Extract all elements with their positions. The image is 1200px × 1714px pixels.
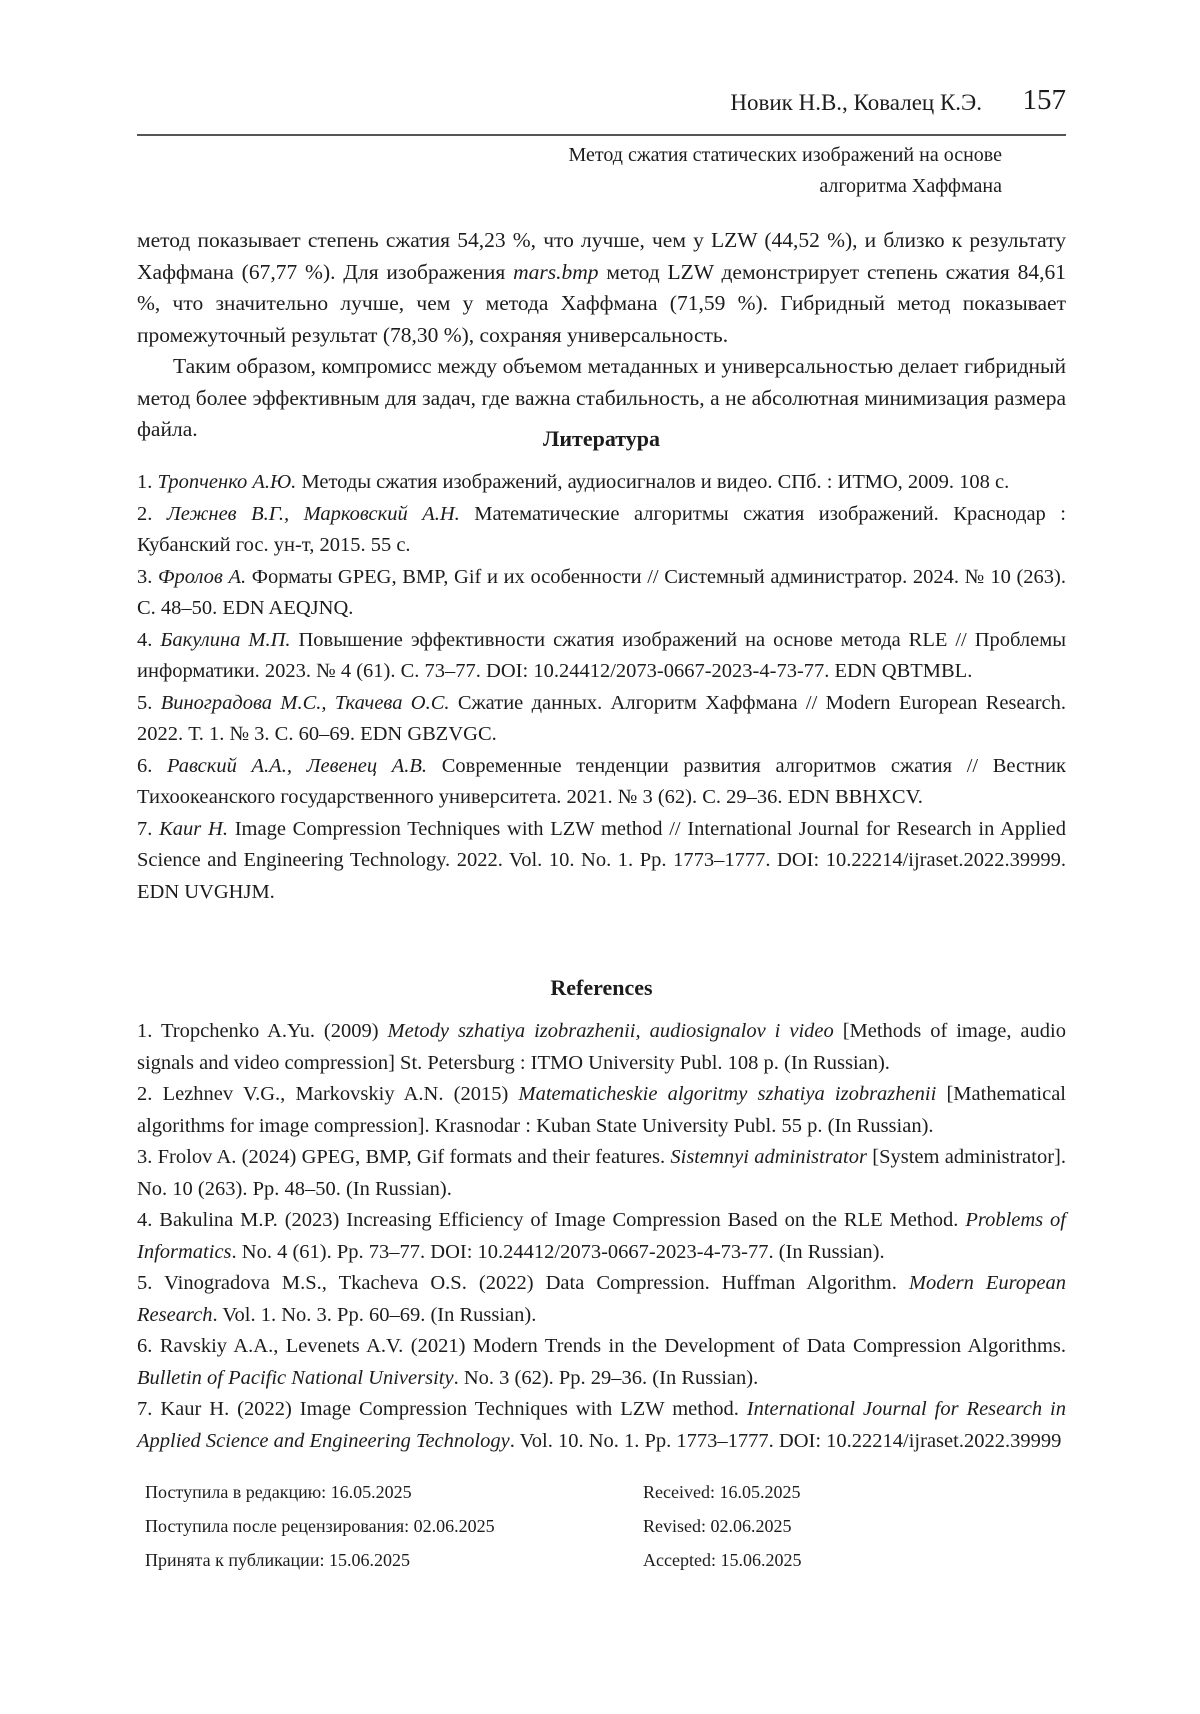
date-revised-ru: Поступила после рецензирования: 02.06.2025 <box>145 1516 495 1536</box>
literature-item: 1. Тропченко А.Ю. Методы сжатия изображений, аудиосигналов и видео. СПб. : ИТМО, 2009. 108 с. <box>137 471 1010 493</box>
date-received-ru: Поступила в редакцию: 16.05.2025 <box>145 1482 412 1502</box>
reference-item: 5. Vinogradova M.S., Tkacheva O.S. (2022) Data Compression. Huffman Algorithm. Modern European Research. Vol. 1. No. 3. Pp. 60–69. (In Russian). <box>137 1272 1066 1326</box>
literature-item: 7. Kaur H. Image Compression Techniques with LZW method // International Journal for Research in Applied Science and Engineering Technology. 2022. Vol. 10. No. 1. Pp. 1773–1777. DOI: 10.22214/ijraset.2022.39999. EDN UVGHJM. <box>137 817 1066 903</box>
literature-heading: Литература <box>542 426 661 451</box>
body-paragraph: Таким образом, компромисс между объемом метаданных и универсальностью делает гибридный метод более эффективным для задач, где важна стабильность, а не абсолютная минимизация размера файла. <box>137 354 1066 441</box>
dates-ru <box>145 1475 495 1577</box>
literature-item: 6. Равский А.А., Левенец А.В. Современные тенденции развития алгоритмов сжатия // Вестник Тихоокеанского государственного университета. 2021. № 3 (62). С. 29–36. EDN BBHXCV. <box>137 754 1066 808</box>
literature-item: 5. Виноградова М.С., Ткачева О.С. Сжатие данных. Алгоритм Хаффмана // Modern European Research. 2022. Т. 1. № 3. С. 60–69. EDN GBZVGC. <box>137 691 1067 745</box>
references-heading: References <box>550 975 653 1000</box>
date-received-en: Received: 16.05.2025 <box>643 1482 801 1502</box>
literature-list <box>137 467 1066 908</box>
literature-item: 2. Лежнев В.Г., Марковский А.Н. Математические алгоритмы сжатия изображений. Краснодар : Кубанский гос. ун-т, 2015. 55 с. <box>137 502 1066 556</box>
references-list <box>137 1016 1066 1457</box>
filename: mars.bmp <box>513 259 599 284</box>
reference-item: 6. Ravskiy A.A., Levenets A.V. (2021) Modern Trends in the Development of Data Compression Algorithms. Bulletin of Pacific National University. No. 3 (62). Pp. 29–36. (In Russian). <box>137 1335 1066 1389</box>
reference-item: 1. Tropchenko A.Yu. (2009) Metody szhatiya izobrazhenii, audiosignalov i video [Methods of image, audio signals and video compression] St. Petersburg : ITMO University Publ. 108 p. (In Russian). <box>137 1020 1066 1074</box>
reference-item: 4. Bakulina M.P. (2023) Increasing Efficiency of Image Compression Based on the RLE Method. Problems of Informatics. No. 4 (61). Pp. 73–77. DOI: 10.24412/2073-0667-2023-4-73-77. (In Russian). <box>137 1209 1067 1263</box>
reference-item: 7. Kaur H. (2022) Image Compression Techniques with LZW method. International Journal for Research in Applied Science and Engineering Technology. Vol. 10. No. 1. Pp. 1773–1777. DOI: 10.22214/ijraset.2022.39999 <box>137 1398 1066 1452</box>
literature-item: 4. Бакулина М.П. Повышение эффективности сжатия изображений на основе метода RLE // Проблемы информатики. 2023. № 4 (61). С. 73–77. DOI: 10.24412/2073-0667-2023-4-73-77. EDN QBTMBL. <box>137 628 1066 682</box>
page-number: 157 <box>1022 84 1066 116</box>
date-revised-en: Revised: 02.06.2025 <box>643 1516 792 1536</box>
date-accepted-ru: Принята к публикации: 15.06.2025 <box>145 1550 410 1570</box>
running-header <box>137 86 1066 136</box>
header-title-line: Метод сжатия статических изображений на основе <box>568 144 1002 166</box>
reference-item: 2. Lezhnev V.G., Markovskiy A.N. (2015) Matematicheskie algoritmy szhatiya izobrazhenii [Mathematical algorithms for image compression]. Krasnodar : Kuban State University Publ. 55 p. (In Russian). <box>137 1083 1067 1137</box>
body-paragraph: метод показывает степень сжатия 54,23 %, что лучше, чем у LZW (44,52 %), и близко к результату Хаффмана (67,77 %). Для изображения mars.bmp метод LZW демонстрирует степень сжатия 84,61 %, что значительно лучше, чем у метода Хаффмана (71,59 %). Гибридный метод показывает промежуточный результат (78,30 %), сохраняя универсальность. <box>137 228 1066 347</box>
header-authors: Новик Н.В., Ковалец К.Э. <box>730 90 982 115</box>
date-accepted-en: Accepted: 15.06.2025 <box>643 1550 802 1570</box>
header-article-title <box>502 140 1002 202</box>
dates-en <box>643 1475 801 1577</box>
reference-item: 3. Frolov A. (2024) GPEG, BMP, Gif formats and their features. Sistemnyi administrator [System administrator]. No. 10 (263). Pp. 48–50. (In Russian). <box>137 1146 1066 1200</box>
body-text <box>137 225 1066 446</box>
literature-item: 3. Фролов А. Форматы GPEG, BMP, Gif и их особенности // Системный администратор. 2024. № 10 (263). С. 48–50. EDN AEQJNQ. <box>137 565 1066 619</box>
header-title-line: алгоритма Хаффмана <box>819 175 1002 197</box>
